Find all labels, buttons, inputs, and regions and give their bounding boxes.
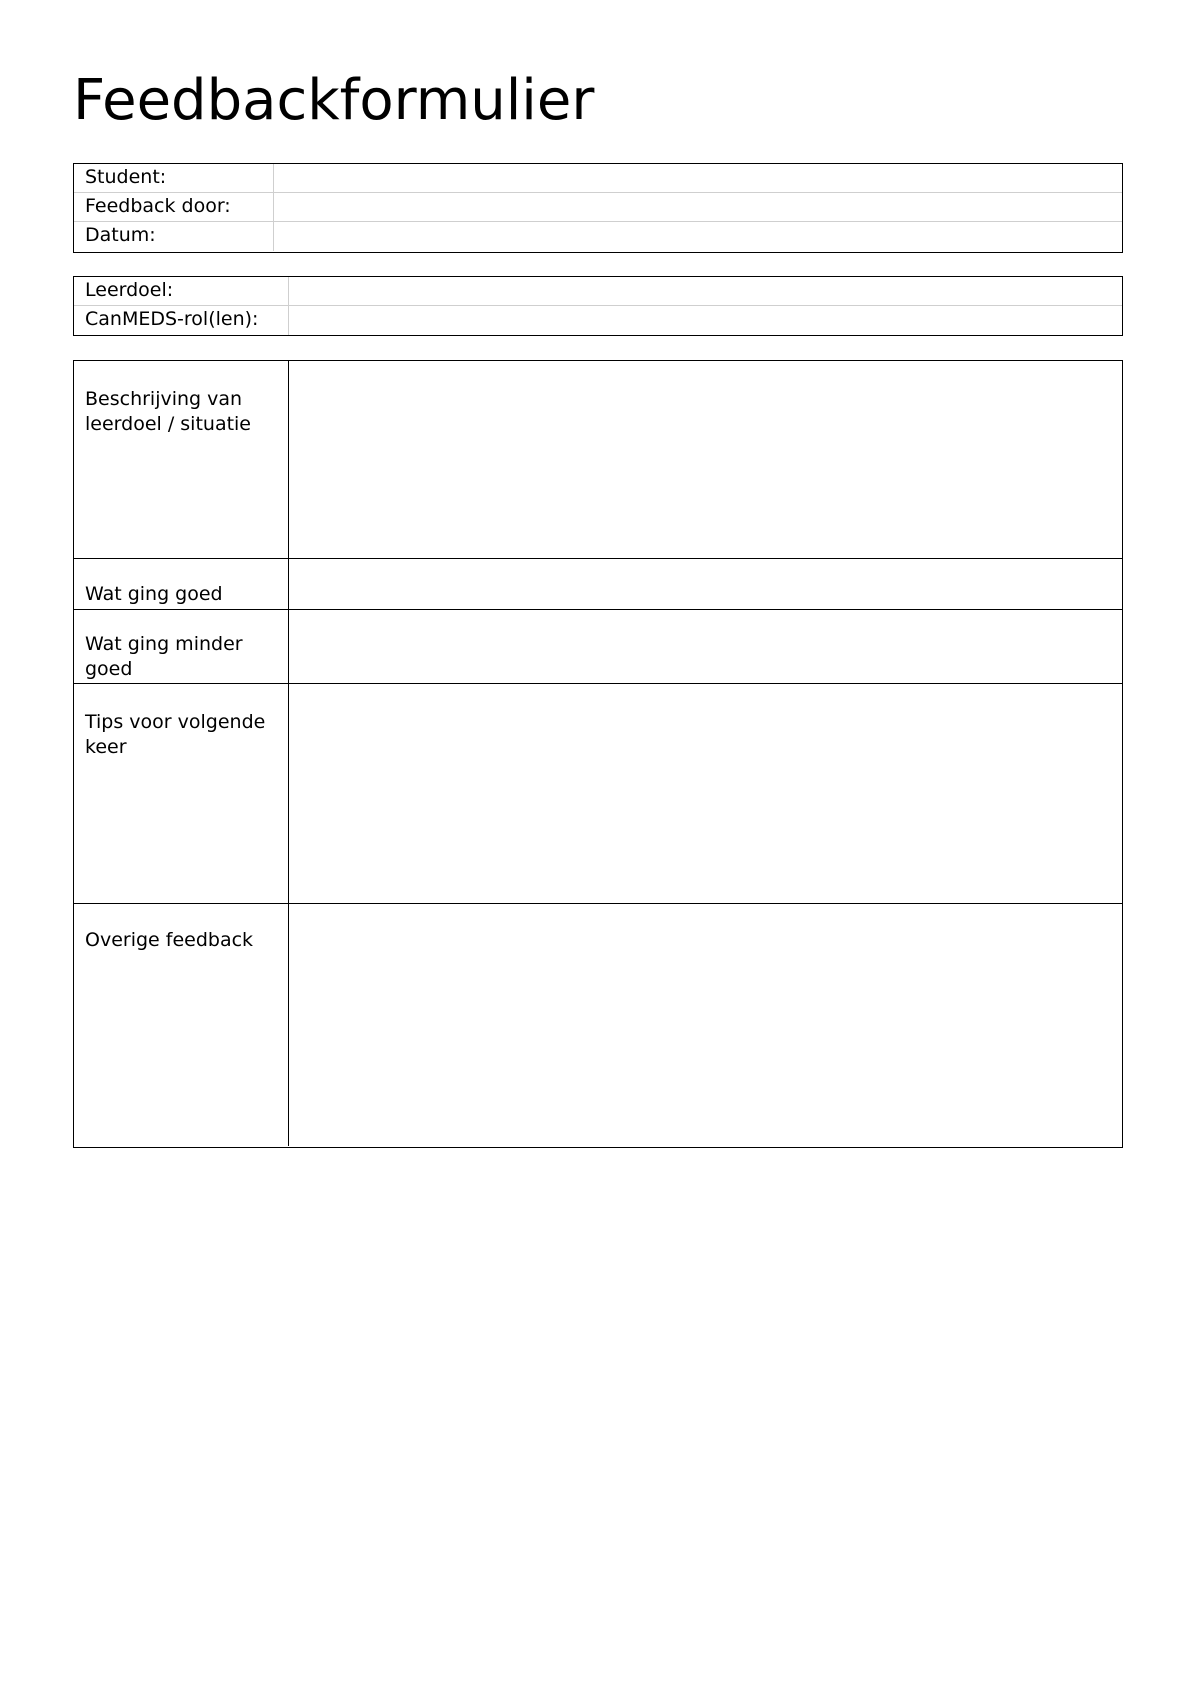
date-label: Datum: bbox=[74, 222, 274, 251]
page-title: Feedbackformulier bbox=[73, 68, 595, 133]
went-well-row bbox=[74, 559, 1122, 610]
canmeds-field[interactable] bbox=[289, 306, 1122, 335]
feedback-by-row bbox=[74, 193, 1122, 222]
date-row bbox=[74, 222, 1122, 251]
went-less-well-label: Wat ging minder goed bbox=[74, 610, 289, 683]
other-feedback-label: Overige feedback bbox=[74, 904, 289, 1146]
learning-goal-field[interactable] bbox=[289, 277, 1122, 305]
student-info-table bbox=[73, 163, 1123, 253]
tips-label: Tips voor volgende keer bbox=[74, 684, 289, 903]
feedback-by-label: Feedback door: bbox=[74, 193, 274, 221]
feedback-by-field[interactable] bbox=[274, 193, 1122, 221]
canmeds-label: CanMEDS-rol(len): bbox=[74, 306, 289, 335]
learning-goal-table bbox=[73, 276, 1123, 336]
went-less-well-field[interactable] bbox=[289, 610, 1122, 683]
learning-goal-row bbox=[74, 277, 1122, 306]
went-less-well-row bbox=[74, 610, 1122, 684]
tips-row bbox=[74, 684, 1122, 904]
tips-field[interactable] bbox=[289, 684, 1122, 903]
student-label: Student: bbox=[74, 164, 274, 192]
went-well-label: Wat ging goed bbox=[74, 559, 289, 609]
went-well-field[interactable] bbox=[289, 559, 1122, 609]
description-label: Beschrijving van leerdoel / situatie bbox=[74, 361, 289, 558]
date-field[interactable] bbox=[274, 222, 1122, 251]
feedback-table bbox=[73, 360, 1123, 1148]
student-field[interactable] bbox=[274, 164, 1122, 192]
canmeds-row bbox=[74, 306, 1122, 335]
description-row bbox=[74, 361, 1122, 559]
other-feedback-field[interactable] bbox=[289, 904, 1122, 1146]
description-field[interactable] bbox=[289, 361, 1122, 558]
student-row bbox=[74, 164, 1122, 193]
learning-goal-label: Leerdoel: bbox=[74, 277, 289, 305]
other-feedback-row bbox=[74, 904, 1122, 1146]
